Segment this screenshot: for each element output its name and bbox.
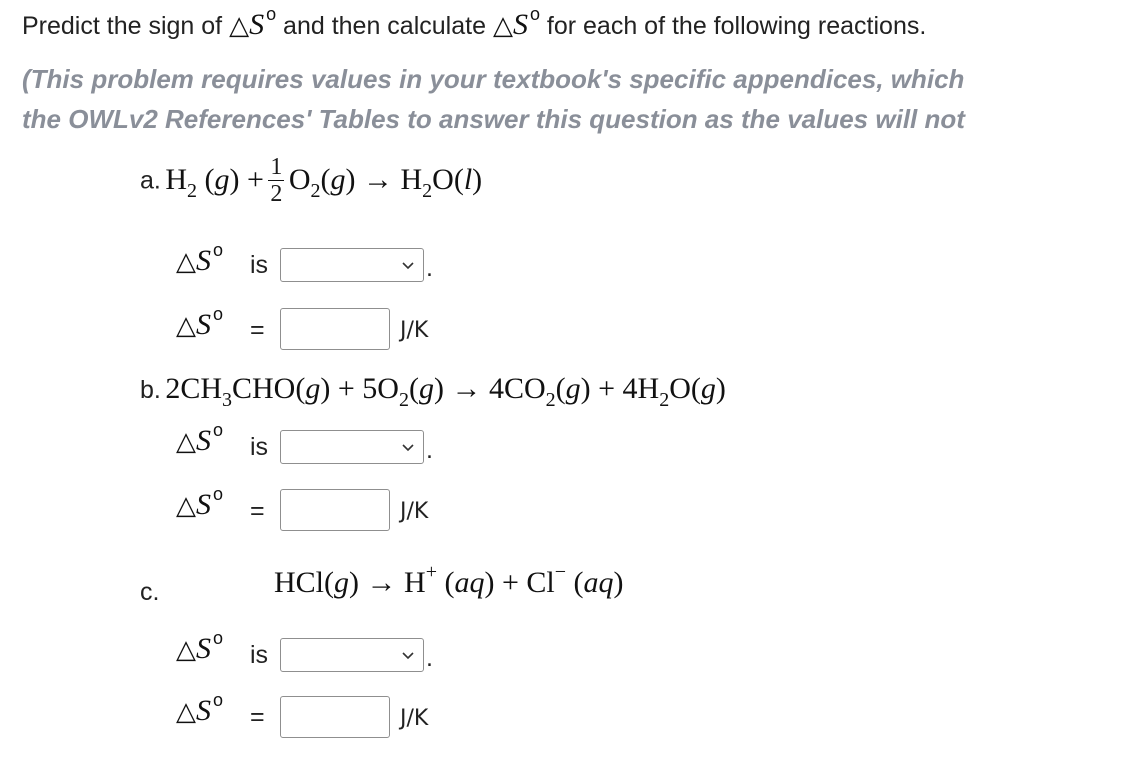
reaction-c-sign-select[interactable] (280, 638, 424, 672)
fraction-one-half: $\frac{1}{2}$ (270, 154, 283, 207)
reaction-a-delta-s-value-label: △S $^o$ (176, 304, 224, 341)
reaction-a-delta-s-label: △S $^o$ (176, 240, 224, 277)
question-text: Predict the sign of △S $^o$ and then calculate △S $^o$ for each of the following reactions. (22, 4, 927, 41)
reaction-b-delta-s-input[interactable] (280, 489, 390, 531)
reaction-c-delta-s-label: △S $^o$ (176, 628, 224, 665)
chevron-down-icon (401, 440, 415, 454)
reaction-c-delta-s-input[interactable] (280, 696, 390, 738)
reaction-a-equals: = (250, 316, 265, 344)
reaction-b-delta-s-label: △S $^o$ (176, 420, 224, 457)
reaction-b-equation: b. $2CH_3CHO(g) + 5O_2(g) \to 4CO_2(g) + 4H_2O(g)$ (140, 372, 726, 411)
reaction-a-unit: J/K (400, 318, 429, 343)
reaction-a-delta-s-input[interactable] (280, 308, 390, 350)
reaction-c-equation: HCl(g) → H+ (aq) + Cl− (aq) (274, 561, 624, 599)
reaction-b-delta-s-value-label: △S $^o$ (176, 484, 224, 521)
reaction-c-delta-s-value-label: △S $^o$ (176, 690, 224, 727)
reaction-b-unit: J/K (400, 499, 429, 524)
reaction-c-period: . (426, 644, 433, 672)
delta-s-symbol: △S $^o$ (229, 4, 277, 41)
note-line-1: (This problem requires values in your textbook's specific appendices, which (22, 64, 965, 94)
reaction-a-equation: a. $H_2$ (g) + $\frac{1}{2}$ $O_2(g) \to H_2O(l)$ (140, 154, 483, 207)
reaction-b-equals: = (250, 497, 265, 525)
note-line-2: the OWLv2 References' Tables to answer this question as the values will not (22, 104, 965, 134)
chevron-down-icon (401, 258, 415, 272)
delta-s-symbol: △S $^o$ (492, 4, 540, 41)
reaction-b-sign-select[interactable] (280, 430, 424, 464)
reaction-c-equals: = (250, 703, 265, 731)
reaction-b-period: . (426, 436, 433, 464)
reaction-c-unit: J/K (400, 706, 429, 731)
chevron-down-icon (401, 648, 415, 662)
reaction-a-period: . (426, 254, 433, 282)
reaction-b-is-label: is (250, 433, 269, 461)
reaction-a-sign-select[interactable] (280, 248, 424, 282)
reaction-c-label: c. (140, 578, 160, 606)
reaction-a-is-label: is (250, 251, 269, 279)
reaction-c-is-label: is (250, 641, 269, 669)
